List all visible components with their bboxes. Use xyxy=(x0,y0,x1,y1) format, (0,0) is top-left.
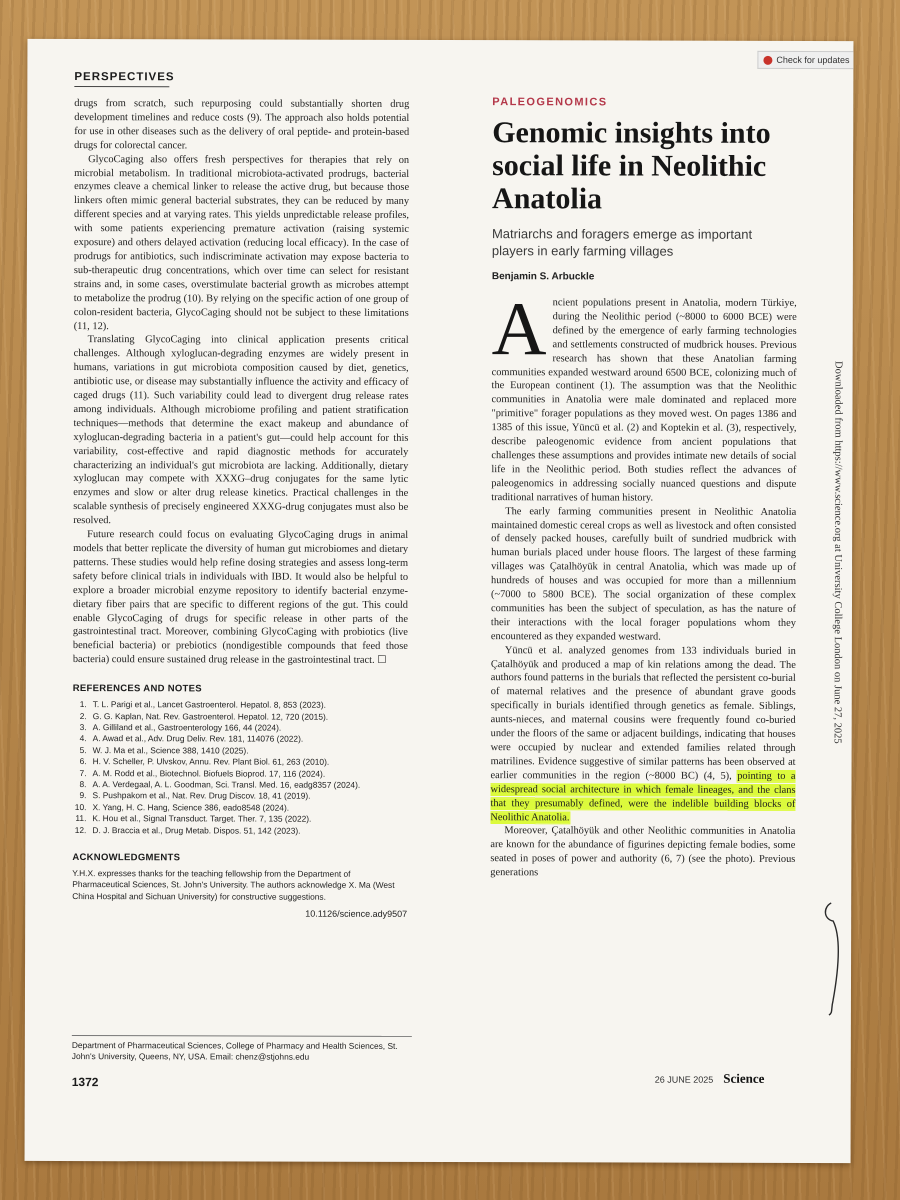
left-paragraph-3: Translating GlycoCaging into clinical application presents critical challenges. Although xyloglucan-degrading enzymes are widely present in humans, variations in gut microbiota composition caused by diet, genetics, antibiotic use, or disease may substantially influence the activity and efficacy of caged drugs (11). Such variability could lead to divergent drug release rates among individuals. Although microbiome profiling and patient stratification techniques—methods that determine the exact makeup and abundance of xyloglucan-degrading bacteria in a patient's gut—could help account for this variability, cost-effective and rapid diagnostic methods for accurately characterizing an individual's gut microbiota are lacking. Additionally, dietary xyloglucan may compete with XXXG–drug conjugates for the same lytic enzymes and slow or alter drug release kinetics. Practical challenges in the scalable synthesis of precisely engineered XXXG-drug conjugates must also be resolved. xyxy=(73,334,409,527)
left-paragraph-1: drugs from scratch, such repurposing could substantially shorten drug development timelines and reduce costs (9). The approach also holds potential for use in other diseases such as the delivery of oral peptide- and protein-based drugs for colorectal cancer. xyxy=(74,98,410,152)
page-number: 1372 xyxy=(71,1075,99,1090)
references-heading: REFERENCES AND NOTES xyxy=(72,683,202,695)
page-footer xyxy=(655,1071,765,1087)
article-kicker: PALEOGENOMICS xyxy=(492,96,608,109)
check-for-updates-label: Check for updates xyxy=(776,54,850,66)
article-title: Genomic insights into social life in Neolithic Anatolia xyxy=(492,116,771,216)
reference-item: 3. A. Gilliland et al., Gastroenterology 166, 44 (2024). xyxy=(79,722,282,733)
handwritten-bracket-mark xyxy=(815,897,845,1017)
right-paragraph-1: Ancient populations present in Anatolia, modern Türkiye, during the Neolithic period (~8000 to 6000 BCE) were defined by the emergence of early farming technologies and settlements constructed of mudbrick houses. Previous research has shown that these Anatolian farming communities expanded westward around 6500 BCE, colonizing much of the European continent (1). The assumption was that the Neolithic communities in Anatolia were male dominated and replaced more "primitive" forager populations as they moved west. On pages 1386 and 1385 of this issue, Yüncü et al. (2) and Koptekin et al. (3), respectively, describe paleogenomic evidence from ancient populations that challenges these assumptions and provides intimate new details of social life in the Neolithic period. Both studies reflect the advances of paleogenomics in addressing socially nuanced questions and dispute traditional narratives of human history. xyxy=(491,287,797,504)
author-affiliation: Department of Pharmaceutical Sciences, College of Pharmacy and Health Sciences, St. John's University, Queens, NY, USA. Email: chenz@stjohns.edu xyxy=(72,1035,412,1064)
left-paragraph-2: GlycoCaging also offers fresh perspectives for therapies that rely on microbial metabolism. In traditional microbiota-activated prodrugs, bacterial enzymes cleave a chemical linker to release the active drug, but because those linkers often mimic general bacterial substrates, they can be reduced by many different species and at varying rates. This yields unpredictable release profiles, with some patients experiencing premature activation (raising systemic exposure) and others delayed activation (reducing local efficacy). In the case of prodrugs for antibiotics, such indiscriminate activation may expose bacteria to sub-therapeutic drug concentrations, which over time can select for resistant strains and, in some cases, overstimulate bacterial growth as microbes attempt to metabolize the prodrug (10). By relying on the specific action of one group of colon-resident bacteria, GlycoCaging should not be subject to these limitations (11, 12). xyxy=(73,153,410,332)
check-for-updates-badge[interactable] xyxy=(757,51,853,69)
reference-item: 10. X. Yang, H. C. Hang, Science 386, eado8548 (2024). xyxy=(74,801,290,813)
reference-item: 11. K. Hou et al., Signal Transduct. Target. Ther. 7, 135 (2022). xyxy=(75,813,312,824)
section-label: PERSPECTIVES xyxy=(74,71,169,87)
left-paragraph-4: Future research could focus on evaluating GlycoCaging drugs in animal models that better replicate the diversity of human gut microbiomes and dietary patterns. These studies would help refine dosing strategies and assess long-term safety before clinical trials in individuals with IBD. It would also be helpful to explore a broader microbial enzyme repository to identify bacterial enzyme-dietary fiber pairs that are specific to different regions of the gut. This could enable GlycoCaging of drugs for specific release in other parts of the gastrointestinal tract. Moreover, combining GlycoCaging with probiotics (live beneficial bacteria) or prebiotics (nondigestible compounds that feed those bacteria) could ensure sustained drug release in the gastrointestinal tract. ☐ xyxy=(72,529,409,667)
reference-item: 6. H. V. Scheller, P. Ulvskov, Annu. Rev. Plant Biol. 61, 263 (2010). xyxy=(79,756,330,767)
reference-item: 4. A. Awad et al., Adv. Drug Deliv. Rev. 181, 114076 (2022). xyxy=(79,733,304,745)
reference-item: 5. W. J. Ma et al., Science 388, 1410 (2025). xyxy=(79,744,249,756)
highlighted-passage: pointing to a widespread social architecture in which female lineages, and the clans that they presumably defined, were the indelible building blocks of Neolithic Anatolia. xyxy=(490,770,796,823)
reference-item: 7. A. M. Rodd et al., Biotechnol. Biofuels Bioprod. 17, 116 (2024). xyxy=(79,767,326,779)
acknowledgments-text: Y.H.X. expresses thanks for the teaching fellowship from the Department of Pharmaceutical Sciences, St. John's University. The authors acknowledge X. Ma (West China Hospital and Sichuan University) for constructive suggestions. xyxy=(72,868,395,902)
journal-page xyxy=(25,39,854,1163)
update-icon xyxy=(763,55,772,64)
reference-item: 2. G. G. Kaplan, Nat. Rev. Gastroenterol. Hepatol. 12, 720 (2015). xyxy=(79,710,329,722)
doi-link[interactable]: 10.1126/science.ady9507 xyxy=(305,908,408,920)
left-column xyxy=(72,71,409,919)
article-subtitle: Matriarchs and foragers emerge as important players in early farming villages xyxy=(491,226,753,259)
issue-date: 26 JUNE 2025 xyxy=(654,1074,714,1085)
right-column xyxy=(490,96,797,881)
references-list xyxy=(72,699,407,837)
reference-item: 12. D. J. Braccia et al., Drug Metab. Dispos. 51, 142 (2023). xyxy=(74,824,301,836)
right-paragraph-4: Moreover, Çatalhöyük and other Neolithic communities in Anatolia are known for the abundance of figurines depicting female bodies, some seated in poses of power and authority (6, 7) (see the photo). Previous generations xyxy=(490,825,796,879)
download-watermark: Downloaded from https://www.science.org at University College London on June 27, 2025 xyxy=(831,361,844,744)
right-paragraph-2: The early farming communities present in Neolithic Anatolia maintained domestic cereal crops as well as livestock and often consisted of densely packed houses, carefully built of sundried mudbrick with human burials placed under house floors. The largest of these farming villages was Çatalhöyük in central Anatolia, which was made up of hundreds of houses and was occupied for more than a millennium (~7000 to 5800 BCE). The social organization of these complex communities has been the subject of speculation, as has the nature of their interactions with the local forager populations whom they encountered as they expanded westward. xyxy=(490,505,797,643)
reference-item: 9. S. Pushpakom et al., Nat. Rev. Drug Discov. 18, 41 (2019). xyxy=(79,790,311,802)
article-author: Benjamin S. Arbuckle xyxy=(491,271,595,283)
acknowledgments-heading: ACKNOWLEDGMENTS xyxy=(72,852,181,864)
journal-name: Science xyxy=(723,1070,765,1086)
drop-cap: A xyxy=(491,287,547,372)
right-paragraph-3: Yüncü et al. analyzed genomes from 133 individuals buried in Çatalhöyük and produced a map of kin relations among the dead. The authors found patterns in the burials that reflected the persistent co-burial of maternal relatives and the presence of abundant grave goods specifically in burials identified through genetics as female. Siblings, aunts-nieces, and maternal cousins were frequently found co-buried under the floors of the same or adjacent buildings, indicating that houses were occupied by nuclear and extended families related through matrilines. Evidence suggestive of similar patterns has been observed at earlier communities in the region (~8000 BC) (4, 5), pointing to a widespread social architecture in which female lineages, and the clans that they presumably defined, were the indelible building blocks of Neolithic Anatolia. xyxy=(490,644,796,823)
reference-item: 1. T. L. Parigi et al., Lancet Gastroenterol. Hepatol. 8, 853 (2023). xyxy=(79,699,326,710)
reference-item: 8. A. A. Verdegaal, A. L. Goodman, Sci. Transl. Med. 16, eadg8357 (2024). xyxy=(79,779,361,790)
